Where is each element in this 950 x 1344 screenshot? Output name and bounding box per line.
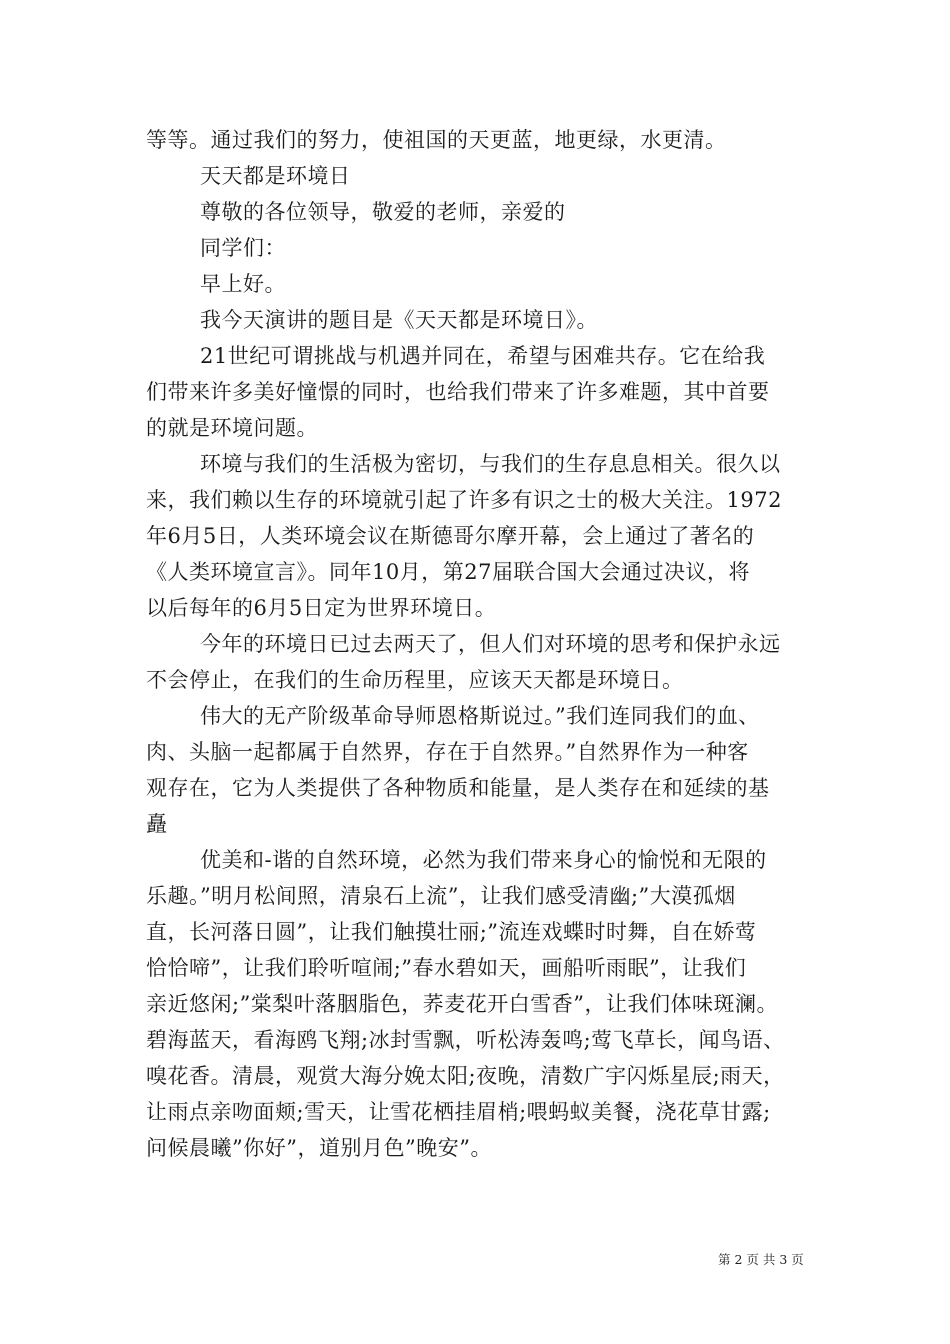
salutation-line: 尊敬的各位领导，敬爱的老师，亲爱的 (200, 200, 566, 224)
body-text-line: 年6月5日，人类环境会议在斯德哥尔摩开幕，会上通过了著名的 (146, 524, 755, 548)
page-number-footer: 第 2 页 共 3 页 (718, 1252, 804, 1267)
greeting-line: 早上好。 (200, 272, 286, 296)
body-text-line: 碧海蓝天，看海鸥飞翔;冰封雪飘，听松涛轰鸣;莺飞草长，闻鸟语、 (146, 1028, 785, 1052)
body-text-line: 嗅花香。清晨，观赏大海分娩太阳;夜晚，清数广宇闪烁星辰;雨天， (146, 1064, 785, 1088)
body-text-line: 问候晨曦”你好”，道别月色”晚安”。 (146, 1136, 492, 1160)
salutation-line: 同学们： (200, 236, 286, 260)
paragraph-first-line: 伟大的无产阶级革命导师恩格斯说过。”我们连同我们的血、 (200, 704, 760, 728)
body-text-line: 等等。通过我们的努力，使祖国的天更蓝，地更绿，水更清。 (146, 128, 727, 152)
body-text-line: 的就是环境问题。 (146, 416, 318, 440)
paragraph-first-line: 今年的环境日已过去两天了，但人们对环境的思考和保护永远 (200, 632, 781, 656)
body-text-line: 乐趣。”明月松间照，清泉石上流”，让我们感受清幽;”大漠孤烟 (146, 884, 736, 908)
paragraph-first-line: 优美和-谐的自然环境，必然为我们带来身心的愉悦和无限的 (200, 848, 767, 872)
body-text-line: 恰恰啼”，让我们聆听喧闹;”春水碧如天，画船听雨眠”，让我们 (146, 956, 747, 980)
paragraph-first-line: 21世纪可谓挑战与机遇并同在，希望与困难共存。它在给我 (200, 344, 766, 368)
body-text-line: 们带来许多美好憧憬的同时，也给我们带来了许多难题，其中首要 (146, 380, 770, 404)
body-text-line: 不会停止，在我们的生命历程里，应该天天都是环境日。 (146, 668, 684, 692)
body-text-line: 亲近悠闲;”棠梨叶落胭脂色，荞麦花开白雪香”，让我们体味斑澜。 (146, 992, 779, 1016)
body-text-line: 矗 (146, 812, 168, 836)
body-text-line: 让雨点亲吻面颊;雪天，让雪花栖挂眉梢;喂蚂蚁美餐，浇花草甘露; (146, 1100, 771, 1124)
body-text-line: 观存在，它为人类提供了各种物质和能量，是人类存在和延续的基 (146, 776, 770, 800)
body-text-line: 《人类环境宣言》。同年10月，第27届联合国大会通过决议，将 (146, 560, 750, 584)
body-text-line: 直，长河落日圆”，让我们触摸壮丽;”流连戏蝶时时舞，自在娇莺 (146, 920, 757, 944)
body-text-line: 肉、头脑一起都属于自然界，存在于自然界。”自然界作为一种客 (146, 740, 749, 764)
body-text-line: 以后每年的6月5日定为世界环境日。 (146, 596, 497, 620)
body-text-line: 来，我们赖以生存的环境就引起了许多有识之士的极大关注。1972 (146, 488, 782, 512)
paragraph-first-line: 环境与我们的生活极为密切，与我们的生存息息相关。很久以 (200, 452, 781, 476)
section-title: 天天都是环境日 (200, 164, 351, 188)
body-text-line: 我今天演讲的题目是《天天都是环境日》。 (200, 308, 598, 332)
